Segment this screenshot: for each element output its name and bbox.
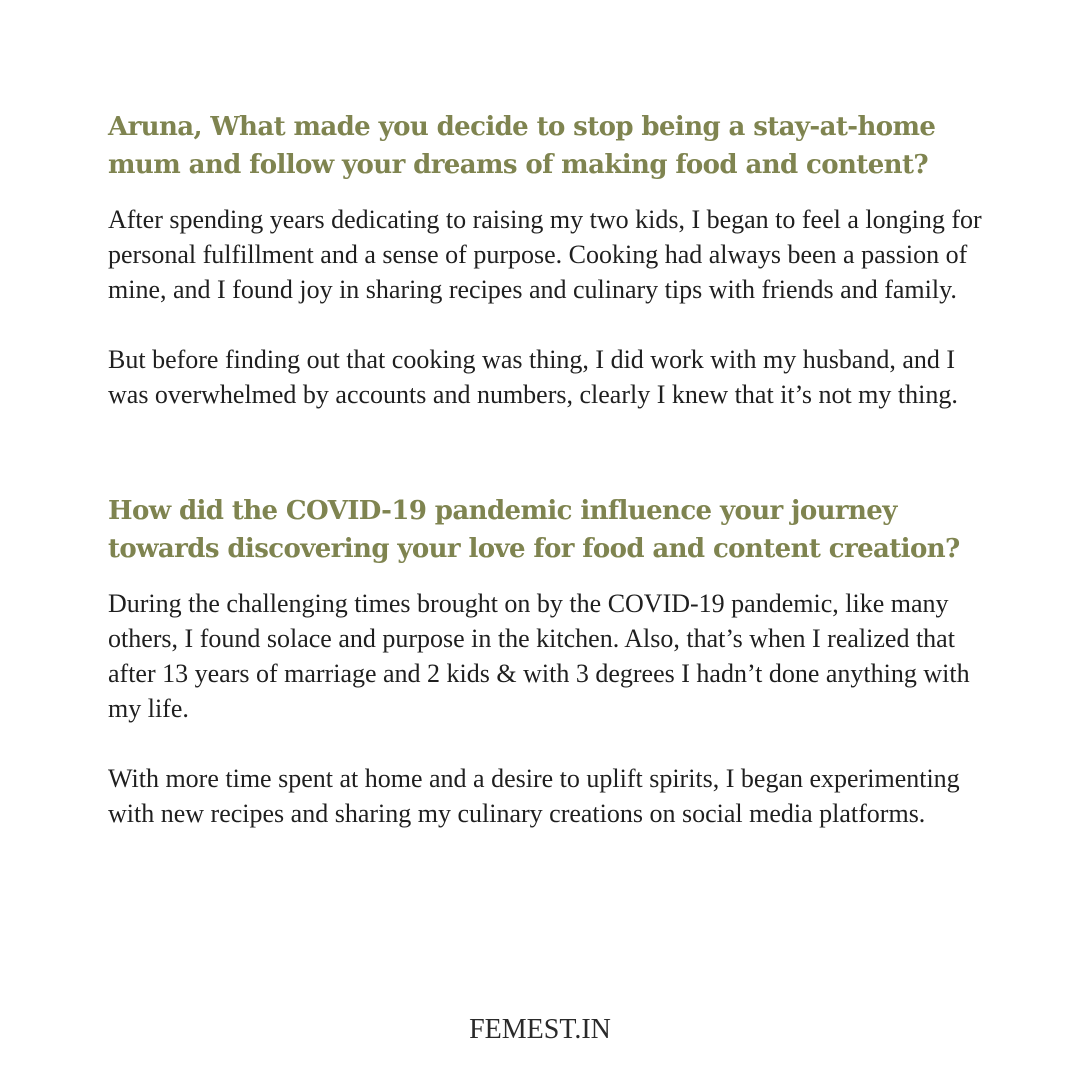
interview-section-1 (108, 108, 998, 412)
answer-paragraph-2-1: During the challenging times brought on by the COVID-19 pandemic, like many others, I found solace and purpose in the kitchen. Also, that’s when I realized that after 13 years of marriage and 2 kids & with 3 degrees I hadn’t done anything with my life. (108, 589, 970, 723)
answer-paragraph-2-2: With more time spent at home and a desire to uplift spirits, I began experimenting with new recipes and sharing my culinary creations on social media platforms. (108, 764, 960, 828)
question-heading-1: Aruna, What made you decide to stop being a stay-at-home mum and follow your dreams of making food and content? (108, 112, 936, 180)
interview-section-2 (108, 492, 998, 831)
footer-brand-wordmark: FEMEST.IN (469, 1014, 611, 1045)
interview-content (108, 108, 998, 831)
answer-paragraph-1-1: After spending years dedicating to raising my two kids, I began to feel a longing for personal fulfillment and a sense of purpose. Cooking had always been a passion of mine, and I found joy in sharing recipes and culinary tips with friends and family. (108, 205, 982, 304)
question-heading-2: How did the COVID-19 pandemic influence your journey towards discovering your love for food and content creation? (108, 496, 960, 564)
answer-paragraph-1-2: But before finding out that cooking was thing, I did work with my husband, and I was overwhelmed by accounts and numbers, clearly I knew that it’s not my thing. (108, 345, 958, 409)
